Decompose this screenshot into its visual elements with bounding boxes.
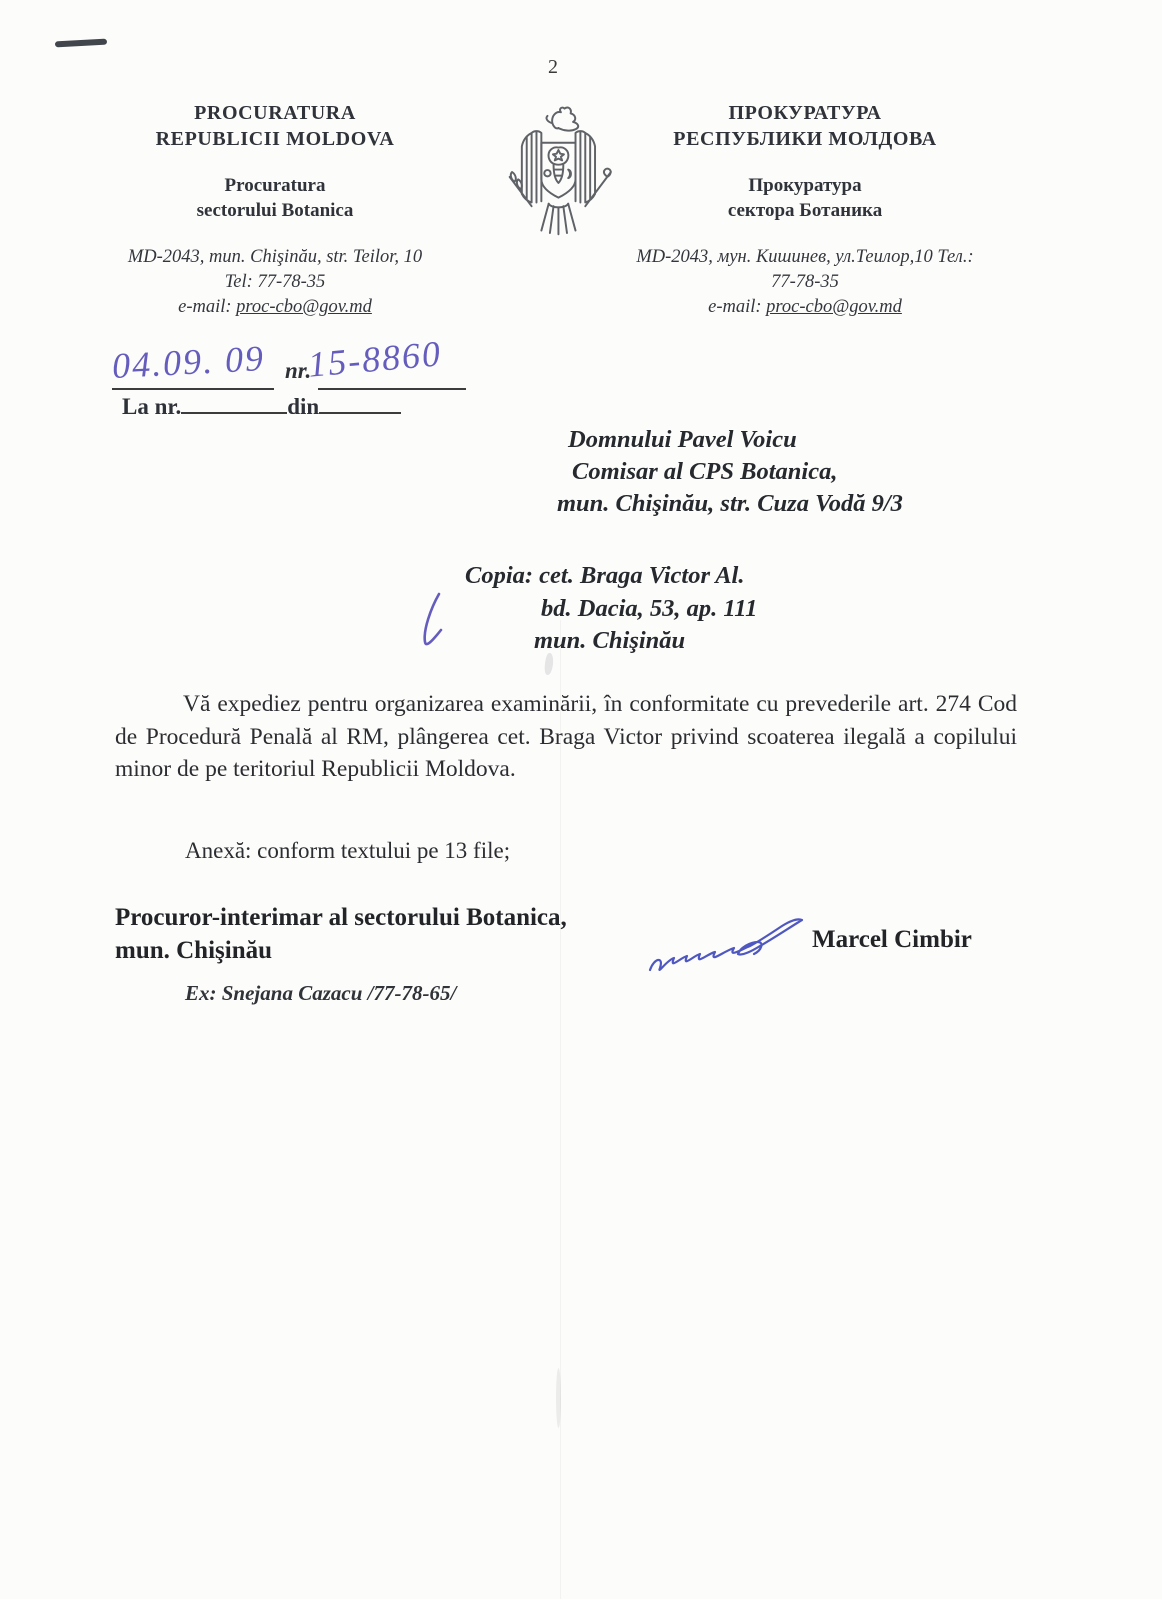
handwritten-date: 04.09. 09 bbox=[111, 338, 266, 386]
phone-ru: 77-78-35 bbox=[771, 272, 839, 292]
address-ro: MD-2043, mun. Chişinău, str. Teilor, 10 bbox=[127, 247, 423, 267]
page-number: 2 bbox=[548, 56, 558, 78]
addressee-block bbox=[557, 424, 903, 520]
din-blank bbox=[319, 390, 401, 414]
email-address-ro: proc-cbo@gov.md bbox=[236, 297, 372, 317]
org-name-ro-line2: REPUBLICII MOLDOVA bbox=[155, 128, 395, 150]
email-row-ro bbox=[105, 295, 445, 320]
handwritten-checkmark bbox=[415, 590, 455, 652]
moldova-coat-of-arms-icon bbox=[495, 106, 617, 238]
signer-name: Marcel Cimbir bbox=[812, 926, 972, 953]
email-address-ru: proc-cbo@gov.md bbox=[766, 297, 902, 317]
signer-title-block bbox=[115, 901, 567, 967]
org-name-ro-line1: PROCURATURA bbox=[194, 102, 356, 124]
addressee-title: Comisar al CPS Botanica, bbox=[572, 458, 838, 485]
copy-recipient-city: mun. Chişinău bbox=[534, 627, 686, 654]
letter-body-paragraph: Vă expediez pentru organizarea examinării, în conformitate cu prevederile art. 274 Cod de Procedură Penală al RM, plângerea cet. Braga Victor privind scoaterea ilegală a copilului minor de pe teritoriul Republicii Moldova. bbox=[115, 691, 1017, 782]
office-name-ru-line2: сектора Ботаника bbox=[727, 200, 883, 221]
annex-note: Anexă: conform textului pe 13 file; bbox=[185, 838, 511, 863]
office-name-ru-line1: Прокуратура bbox=[748, 175, 862, 196]
signer-title-line1: Procuror-interimar al sectorului Botanica, bbox=[115, 904, 567, 931]
org-name-ru-line2: РЕСПУБЛИКИ МОЛДОВА bbox=[673, 128, 937, 150]
office-name-ro-line1: Procuratura bbox=[224, 175, 326, 196]
letterhead-left bbox=[105, 100, 445, 320]
la-nr-blank bbox=[181, 390, 287, 414]
signer-title-line2: mun. Chişinău bbox=[115, 937, 273, 964]
handwritten-outgoing-number: 15-8860 bbox=[306, 333, 444, 385]
email-label-ro: e-mail: bbox=[178, 297, 232, 317]
nr-label: nr. bbox=[285, 358, 312, 383]
scan-artifact-dash bbox=[55, 39, 107, 48]
copy-recipient-street: bd. Dacia, 53, ap. 111 bbox=[541, 594, 758, 622]
phone-ro: Tel: 77-78-35 bbox=[224, 272, 326, 292]
copy-recipient-block bbox=[465, 560, 757, 658]
number-underline bbox=[318, 364, 466, 390]
email-label-ru: e-mail: bbox=[708, 297, 762, 317]
email-row-ru bbox=[605, 295, 1005, 320]
addressee-name: Domnului Pavel Voicu bbox=[568, 426, 797, 453]
address-ru: MD-2043, мун. Кишинев, ул.Теилор,10 Тел.: bbox=[636, 247, 974, 267]
date-underline bbox=[112, 364, 274, 390]
handwritten-signature bbox=[642, 912, 807, 984]
addressee-address: mun. Chişinău, str. Cuza Vodă 9/3 bbox=[557, 490, 903, 517]
executor-line: Ex: Snejana Cazacu /77-78-65/ bbox=[185, 981, 457, 1005]
scan-artifact-smudge-bottom bbox=[556, 1368, 561, 1428]
letterhead-right bbox=[605, 100, 1005, 320]
la-nr-label: La nr. bbox=[122, 394, 182, 419]
copy-recipient-name: Copia: cet. Braga Victor Al. bbox=[465, 562, 745, 589]
din-label: din bbox=[287, 394, 320, 419]
office-name-ro-line2: sectorului Botanica bbox=[196, 200, 354, 221]
incoming-ref-row bbox=[122, 390, 401, 420]
org-name-ru-line1: ПРОКУРАТУРА bbox=[728, 102, 882, 124]
